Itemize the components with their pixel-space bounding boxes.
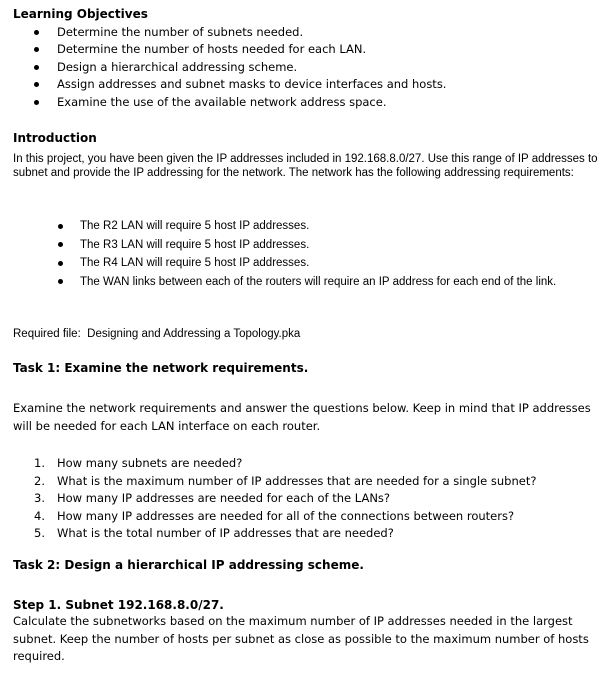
- bullet-icon: [34, 82, 39, 87]
- list-item: Determine the number of hosts needed for each LAN.: [13, 41, 603, 58]
- list-item: The R4 LAN will require 5 host IP addresses.: [13, 256, 583, 270]
- list-item: 2. What is the maximum number of IP addresses that are needed for a single subnet?: [34, 473, 537, 488]
- required-file: Required file: Designing and Addressing a Topology.pka: [13, 328, 301, 340]
- introduction-paragraph: In this project, you have been given the IP addresses included in 192.168.8.0/27. Use this range of IP addresses to subnet and provide the IP addressing for the network. The network has the following addressing requirements:: [13, 153, 598, 180]
- list-item: 5. What is the total number of IP addresses that are needed?: [34, 526, 394, 541]
- list-item: Design a hierarchical addressing scheme.: [13, 59, 603, 76]
- step1-heading: Step 1. Subnet 192.168.8.0/27.: [13, 598, 224, 612]
- list-item: 4. How many IP addresses are needed for all of the connections between routers?: [34, 508, 515, 523]
- list-item: Assign addresses and subnet masks to device interfaces and hosts.: [13, 76, 603, 93]
- bullet-icon: [58, 224, 63, 229]
- bullet-icon: [34, 47, 39, 52]
- learning-objectives-heading: Learning Objectives: [13, 7, 148, 21]
- task2-heading: Task 2: Design a hierarchical IP addressing scheme.: [13, 558, 364, 572]
- introduction-heading: Introduction: [13, 131, 97, 145]
- list-item: The R2 LAN will require 5 host IP addresses.: [13, 219, 583, 233]
- list-item: The R3 LAN will require 5 host IP addresses.: [13, 238, 583, 252]
- bullet-icon: [58, 242, 63, 247]
- bullet-icon: [34, 100, 39, 105]
- task1-questions-list: [13, 455, 608, 543]
- task1-heading: Task 1: Examine the network requirements.: [13, 361, 309, 375]
- task1-paragraph: Examine the network requirements and answer the questions below. Keep in mind that IP addresses will be needed for each LAN interface on each router.: [13, 401, 591, 433]
- list-item: 1. How many subnets are needed?: [34, 456, 243, 470]
- step1-paragraph: Calculate the subnetworks based on the maximum number of IP addresses needed in the largest subnet. Keep the number of hosts per subnet as close as possible to the maximum number of hosts required.: [13, 614, 589, 663]
- learning-objectives-list: [13, 24, 603, 111]
- list-item: Examine the use of the available network address space.: [13, 94, 603, 111]
- bullet-icon: [58, 279, 63, 284]
- list-item: 3. How many IP addresses are needed for each of the LANs?: [34, 491, 391, 506]
- bullet-icon: [58, 261, 63, 266]
- bullet-icon: [34, 30, 39, 35]
- bullet-icon: [34, 65, 39, 70]
- addressing-requirements-list: [13, 219, 583, 293]
- list-item: Determine the number of subnets needed.: [13, 24, 603, 41]
- list-item: The WAN links between each of the routers will require an IP address for each end of the link.: [13, 275, 583, 289]
